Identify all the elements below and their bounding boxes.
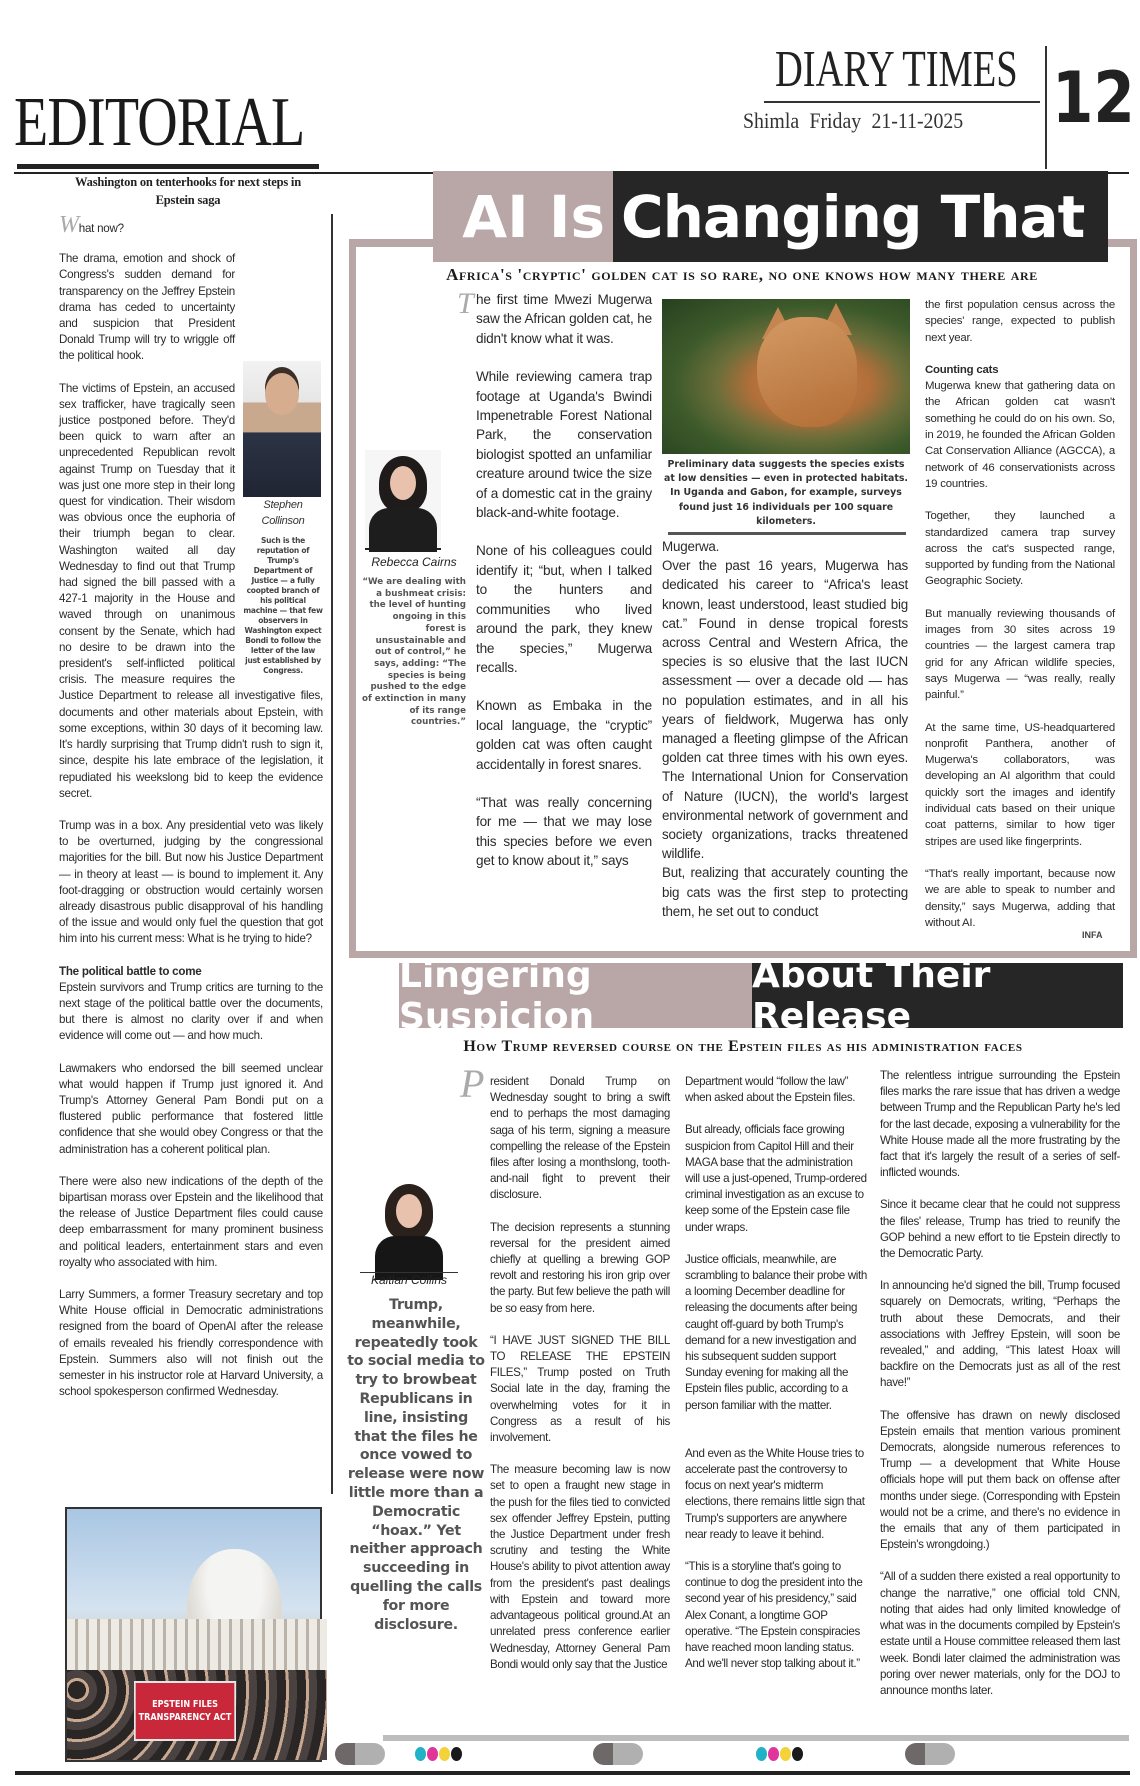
epstein-column-3 [880,1068,1120,1728]
paragraph: “That's really important, because now we are able to speak to number and density,” says Mugerwa, adding that without AI. [925,867,1115,929]
drop-cap: P [460,1061,485,1106]
column-divider [331,214,333,1494]
paragraph: There were also new indications of the depth of the bipartisan morass over Epstein and the likelihood that the release of Justice Department files could cause deep embarrassment for many prominent business and political leaders, entertainment stars and even royalty who associated with him. [59,1174,323,1269]
masthead-vertical-divider [1045,46,1047,169]
author-name: Rebecca Cairns [371,555,457,569]
epstein-article-title [399,954,1123,1037]
podium-sign: EPSTEIN FILES TRANSPARENCY ACT [134,1681,236,1741]
paragraph: he first time Mwezi Mugerwa saw the African golden cat, he didn't know what it was. [476,292,652,346]
ai-article-subtitle: Africa's 'cryptic' golden cat is so rare, no one knows how many there are [446,265,1038,284]
paragraph: Justice officials, meanwhile, are scrambling to balance their probe with a looming December deadline for releasing the documents after being caught off-guard by both Trump's demand for a new investigation and his subsequent sudden support Sunday evening for making all the Epstein files public, according to a person familiar with the matter. [685,1252,867,1412]
ai-article-title [433,171,1108,262]
epstein-column-1 [490,1074,670,1734]
paragraph: Lawmakers who endorsed the bill seemed unclear what would happen if Trump just ignored it. And Trump's Attorney General Pam Bondi put on a flustered public performance that fostered little confidence that she would obey Congress or that the administration has a coherent political plan. [59,1061,323,1156]
left-column-bar [17,164,319,169]
color-registration-dots [415,1747,462,1761]
paragraph: Department would “follow the law” when asked about the Epstein files. [685,1075,856,1105]
paragraph: The drama, emotion and shock of Congress's sudden demand for transparency on the Jeffrey Epstein drama has ceded to uncertainty and suspicion that President Donald Trump will try to wriggle off the political hook. [59,252,235,363]
kaitlan-collins-photo [367,1180,451,1272]
registration-mark [593,1743,643,1765]
paragraph: The victims of Epstein, an accused sex trafficker, have tragically seen justice postponed before. They'd been quick to warn after an unprecedented Republican revolt against Trump on Tuesday that it was just one more step in their long quest for vindication. Their wisdom was obvious once the euphoria of their triumph began to clear. Washington waited all day Wednesday to find out that Trump had signed the bill passed with a 427-1 majority in the House and waved through on unanimous consent by the Senate, which had no desire to be drawn into the president's self-inflicted political crisis. The measure requires the Justice Department to release all investigative files, documents and other materials about Epstein, with some exceptions, within 30 days of it becoming law. It's hardly surprising that Trump didn't rush to sign it, since, despite his late embrace of the legislation, it repudiated his weekslong bid to keep the evidence secret. [59,381,323,800]
paragraph: “This is a storyline that's going to continue to dog the president into the second year of his presidency,” said Alex Conant, a longtime GOP operative. “The Epstein conspiracies have reached moon landing status. And we'll never stop talking about it.” [685,1560,863,1671]
paragraph: Larry Summers, a former Treasury secretary and top White House official in Democratic administrations resigned from the board of OpenAI after the release of emails revealed his friendly correspondence with Epstein. Summers also will not finish out the semester in his instructor role at Harvard University, a school spokesperson confirmed Wednesday. [59,1287,323,1399]
paragraph: “That was really concerning for me — that we may lose this species before we even get to know about it,” says [476,794,652,869]
paragraph: While reviewing camera trap footage at Uganda's Bwindi Impenetrable Forest National Park, the conservation biologist spotted an unfamiliar creature around twice the size of a domestic cat in the grainy black-and-white footage. [476,369,652,521]
image-caption: Preliminary data suggests the species exists at low densities — even in protected habitats. In Uganda and Gabon, for example, surveys found just 16 individuals per 100 square kilometers. [664,459,908,527]
paragraph: Epstein survivors and Trump critics are turning to the next stage of the political battle over the documents, but there is almost no clarity over if and when evidence will come out — and how much. [59,980,323,1043]
ai-column-2 [662,537,908,945]
paragraph: The relentless intrigue surrounding the Epstein files marks the rare issue that has driven a wedge between Trump and the Republican Party he's led for the last decade, exposing a vulnerability for the White House made all the more frustrating by the fact that it's largely the result of a series of self-inflicted wounds. [880,1069,1120,1180]
paragraph: At the same time, US-headquartered nonprofit Panthera, another of Mugerwa's collaborators, was developing an AI algorithm that could quickly sort the images and identify individual cats based on their unique coat patterns, similar to how tiger stripes are used like fingerprints. [925,721,1115,848]
drop-cap: T [457,287,474,320]
paragraph: The measure becoming law is now set to open a fraught new stage in the push for the files tied to convicted sex offender Jeffrey Epstein, putting the Justice Department under fresh scrutiny and testing the White House's ability to pivot attention away from the president's past dealings with Epstein and toward more advantageous political ground.At an unrelated press conference earlier Wednesday, Attorney General Pam Bondi would only say that the Justice [490,1463,670,1671]
masthead-divider [764,101,1040,103]
paragraph: And even as the White House tries to accelerate past the controversy to focus on next year's midterm elections, there remains little sign that Trump's supporters are anywhere near ready to leave it behind. [685,1446,865,1541]
paragraph: “I HAVE JUST SIGNED THE BILL TO RELEASE THE EPSTEIN FILES,” Trump posted on Truth Social late in the day, framing the overwhelming votes for it in Congress as a result of his involvement. [490,1333,670,1445]
subheading: Counting cats [925,363,999,376]
footer-bar [383,1735,1129,1741]
paragraph: Since it became clear that he could not suppress the files' release, Trump has tried to reunify the GOP behind a new effort to tie Epstein directly to the Democratic Party. [880,1198,1120,1261]
paragraph: But manually reviewing thousands of images from 30 sites across 19 countries — the largest camera trap grid for any African wildlife species, says Mugerwa — “was really, really painful.” [925,607,1115,702]
dateline: Shimla Friday 21-11-2025 [743,108,964,133]
drop-cap: W [59,212,79,238]
golden-cat-photo [662,299,910,454]
ai-column-1 [476,290,652,945]
title-part-a: AI Is [433,171,613,262]
subheading: The political battle to come [59,964,202,978]
paragraph: But, realizing that accurately counting the big cats was the first step to protecting them, he set out to conduct [662,865,908,919]
paragraph: Mugerwa knew that gathering data on the African golden cat wasn't something he could do on his own. So, in 2019, he founded the African Golden Cat Conservation Alliance (AGCCA), a network of 46 conservationists across 19 countries. [925,380,1115,490]
author-name: Kaitlan Collins [360,1272,458,1287]
stephen-collinson-photo [243,361,321,497]
columnist-photo-block [243,361,323,675]
paragraph: “All of a sudden there existed a real opportunity to change the narrative,” one official told CNN, noting that aides had only limited knowledge of what was in the documents compiled by Epstein's estate until a House committee released them last week. Bondi later claimed the administration was poring over newer materials, only for the DOJ to announce months later. [880,1570,1120,1697]
photo-caption: Such is the reputation of Trump's Department of Justice — a fully coopted branch of his political machine — that few observers in Washington expect Bondi to follow the letter of the law just established by Congress. [243,535,323,675]
caption-rule [668,532,906,535]
title-part-b: About Their Release [752,963,1123,1028]
footer-rule [15,1771,1130,1775]
lead-line [59,214,323,237]
paragraph: But already, officials face growing suspicion from Capitol Hill and their MAGA base that the administration will use a just-opened, Trump-ordered criminal investigation as an excuse to keep some of the Epstein case file under wraps. [685,1123,867,1234]
paragraph: Mugerwa. [662,539,720,554]
title-part-b: Changing That [613,171,1108,262]
editorial-body [59,214,323,1496]
ai-column-3 [925,297,1115,929]
paragraph: Known as Embaka in the local language, the “cryptic” golden cat was often caught accidentally in forest snares. [476,698,652,772]
paragraph: the first population census across the species' range, expected to publish next year. [925,299,1115,344]
capitol-press-conference-photo [65,1507,322,1762]
paragraph: Over the past 16 years, Mugerwa has dedicated his career to “Africa's least known, least understood, least studied big cat.” Found in dense tropical forests across Central and Western Africa, the species is so elusive that the last IUCN assessment — over a decade old — has no population estimates, and in all his years of fieldwork, Mugerwa has only managed a fleeting glimpse of the African golden cat three times with his own eyes. The International Union for Conservation of Nature (IUCN), the world's largest environmental network of government and society organizations, tracks threatened wildlife. [662,558,908,862]
pull-quote: “We are dealing with a bushmeat crisis: the level of hunting ongoing in this forest is unsustainable and out of control,” he says, adding: “The species is being pushed to the edge of extinction in many of its range countries.” [362,577,466,728]
paragraph: resident Donald Trump on Wednesday sought to bring a swift end to perhaps the most damaging saga of his term, signing a measure compelling the release of the Epstein files after losing a monthslong, tooth-and-nail fight to prevent their disclosure. [490,1075,670,1202]
paragraph: Trump was in a box. Any presidential veto was likely to be overturned, judging by the congressional majorities for the bill. But now his Justice Department — in theory at least — is bound to implement it. Any foot-dragging or obstruction would certainly worsen already disastrous public disapproval of his handling of the issue and would only fuel the question that got him into his current mess: What is he trying to hide? [59,818,323,946]
paragraph: Together, they launched a standardized camera trap survey across the cat's suspected range, supported by funding from the National Geographic Society. [925,510,1115,588]
title-part-a: Lingering Suspicion [399,963,752,1028]
paragraph: None of his colleagues could identify it; “but, when I talked to the hunters and communities who lived around the park, they knew the species,” Mugerwa recalls. [476,543,652,675]
registration-mark [335,1743,385,1765]
page-number: 12 [1052,57,1135,139]
paragraph: The offensive has drawn on newly disclosed Epstein emails that mention various prominent Democrats, alongside numerous references to Trump — a development that White House officials hope will put them back on offense after months under siege. (Corresponding with Epstein would not be a crime, and there's no evidence in the emails that any of them participated in Epstein's wrongdoing.) [880,1408,1120,1552]
section-title: EDITORIAL [14,84,305,161]
paragraph: The decision represents a stunning reversal for the president aimed chiefly at quelling a brewing GOP revolt and restoring his iron grip over the party. But few believe the path will be so easy from here. [490,1220,670,1315]
epstein-column-2 [685,1074,869,1734]
newspaper-name: DIARY TIMES [775,41,1018,98]
lead-text: hat now? [78,222,124,235]
paragraph: In announcing he'd signed the bill, Trump focused squarely on Democrats, writing, “Perhaps the truth about these Democrats, and their associations with Jeffrey Epstein, will soon be revealed,” and adding, “This latest Hoax will backfire on the Democrats just as all of the rest have!” [880,1279,1120,1390]
pull-quote: Trump, meanwhile, repeatedly took to social media to try to browbeat Republicans in line, insisting that the files he once vowed to release were now little more than a Democratic “hoax.” Yet neither approach succeeding in quelling the calls for more disclosure. [347,1297,485,1633]
editorial-headline: Washington on tenterhooks for next steps in Epstein saga [75,175,301,207]
color-registration-dots [756,1747,803,1761]
registration-mark [905,1743,955,1765]
rebecca-cairns-photo [365,450,441,550]
credit: INFA [1082,930,1103,940]
photo-name: Stephen Collinson [261,499,305,528]
epstein-article-subtitle: How Trump reversed course on the Epstein files as his administration faces [463,1038,1023,1055]
